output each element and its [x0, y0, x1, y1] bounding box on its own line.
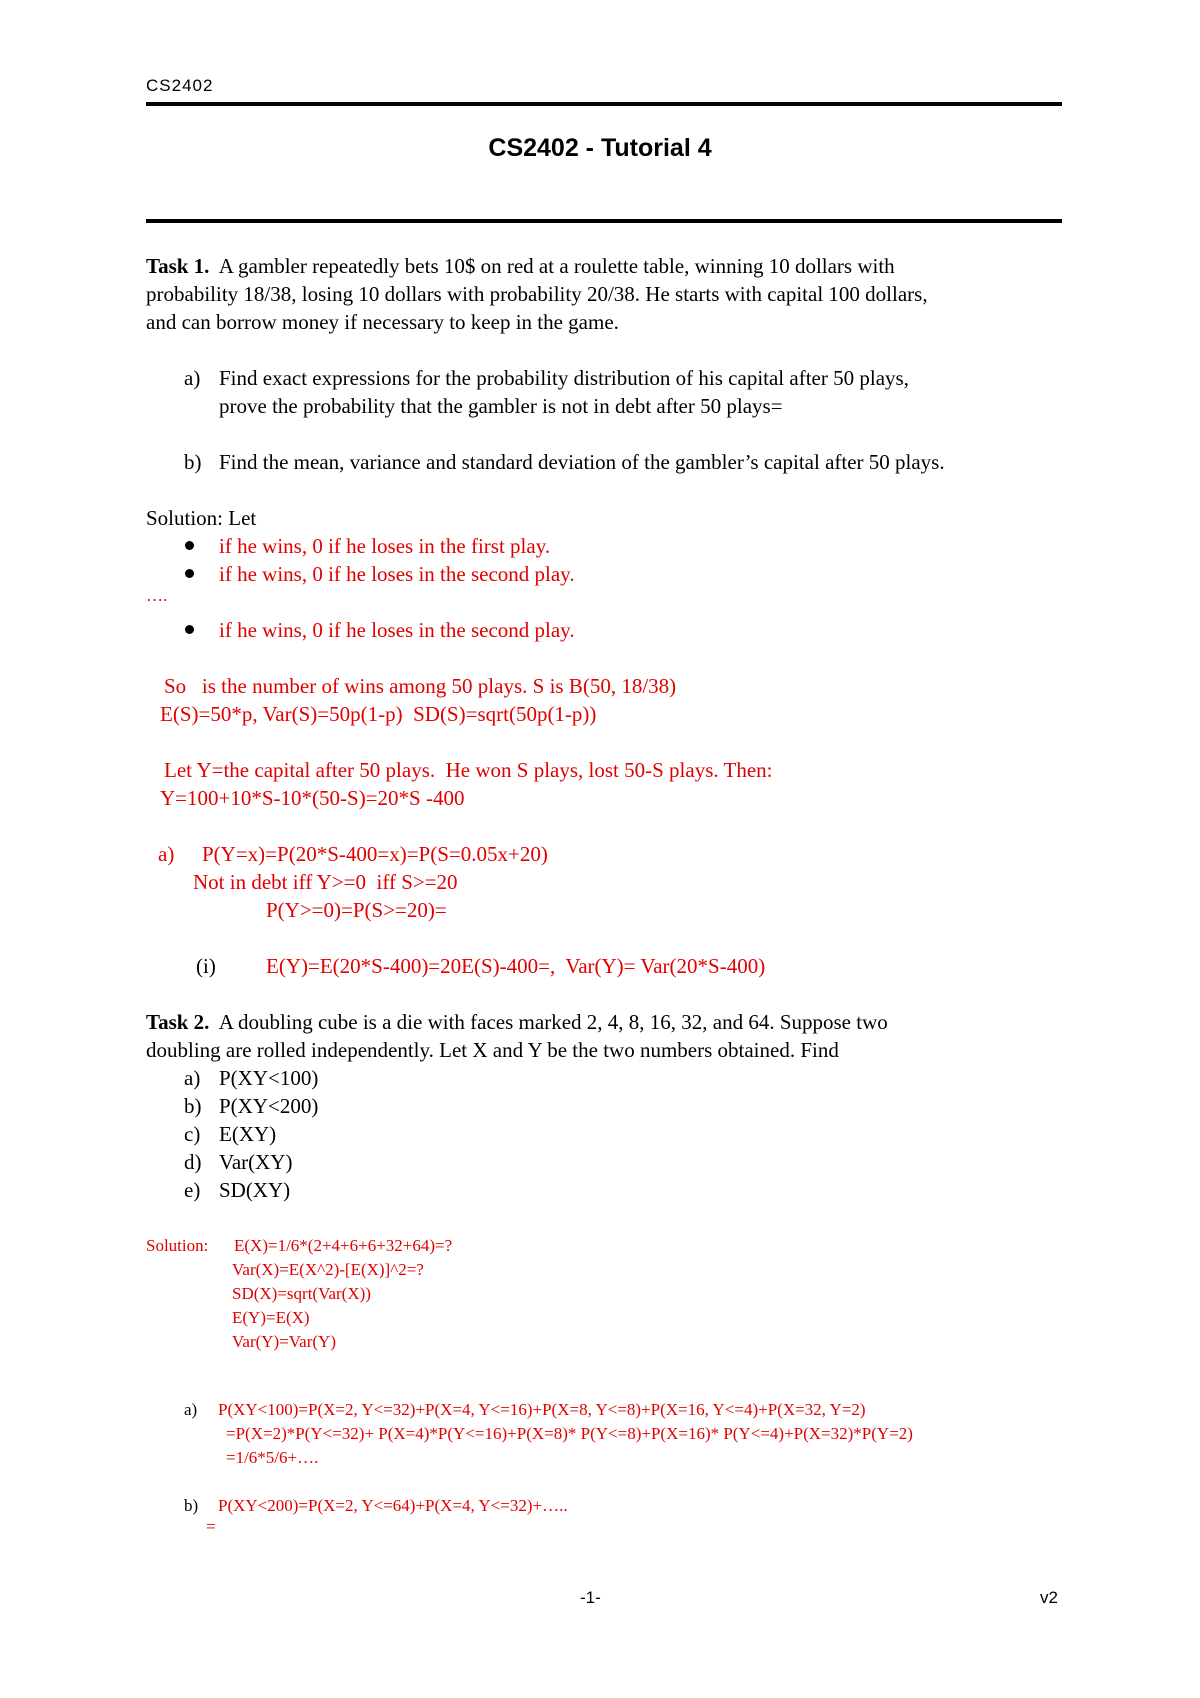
header-course-code: CS2402	[146, 76, 214, 95]
solution2-line-2: Var(X)=E(X^2)-[E(X)]^2=?	[232, 1260, 424, 1279]
solution1-s-line1: So is the number of wins among 50 plays. S is B(50, 18/38)	[164, 674, 677, 698]
task2-item-d-text: Var(XY)	[219, 1150, 293, 1174]
solution1-a-line3: P(Y>=0)=P(S>=20)=	[266, 898, 447, 922]
solution2-a-mark: a)	[184, 1400, 198, 1419]
solution1-a-mark: a)	[158, 842, 175, 866]
solution1-y-line1: Let Y=the capital after 50 plays. He won S plays, lost 50-S plays. Then:	[164, 758, 773, 782]
solution2-b-line2: =	[206, 1517, 216, 1536]
task2-item-b-mark: b)	[184, 1094, 202, 1118]
solution2-line-3: SD(X)=sqrt(Var(X))	[232, 1284, 371, 1303]
task2-item-b-text: P(XY<200)	[219, 1094, 319, 1118]
task2-item-e-mark: e)	[184, 1178, 201, 1202]
footer-page-number: -1-	[580, 1588, 601, 1607]
header-rule	[146, 102, 1062, 106]
solution1-i-line: E(Y)=E(20*S-400)=20E(S)-400=, Var(Y)= Var(20*S-400)	[266, 954, 766, 978]
solution1-a-line2: Not in debt iff Y>=0 iff S>=20	[193, 870, 458, 894]
bullet-dot	[185, 541, 194, 550]
task2-line1	[146, 1008, 888, 1036]
solution2-a-line3: =1/6*5/6+….	[226, 1448, 319, 1467]
task1-a-mark: a)	[184, 366, 201, 390]
task1-text1: A gambler repeatedly bets 10$ on red at a roulette table, winning 10 dollars with	[218, 254, 895, 278]
task2-item-a-mark: a)	[184, 1066, 201, 1090]
solution2-a-line1: P(XY<100)=P(X=2, Y<=32)+P(X=4, Y<=16)+P(X=8, Y<=8)+P(X=16, Y<=4)+P(X=32, Y=2)	[218, 1400, 866, 1419]
solution1-bullet-3: if he wins, 0 if he loses in the second play.	[219, 618, 575, 642]
solution2-line-5: Var(Y)=Var(Y)	[232, 1332, 336, 1351]
title-rule	[146, 219, 1062, 223]
solution2-b-mark: b)	[184, 1496, 199, 1515]
task2-item-c-text: E(XY)	[219, 1122, 277, 1146]
task1-b-line: Find the mean, variance and standard deviation of the gambler’s capital after 50 plays.	[219, 450, 945, 474]
task1-a-line2: prove the probability that the gambler is not in debt after 50 plays=	[219, 394, 783, 418]
solution1-ellipsis: ….	[146, 586, 168, 605]
solution2-b-line1: P(XY<200)=P(X=2, Y<=64)+P(X=4, Y<=32)+…..	[218, 1496, 568, 1515]
solution1-s-line2: E(S)=50*p, Var(S)=50p(1-p) SD(S)=sqrt(50p(1-p))	[160, 702, 597, 726]
task1-b-mark: b)	[184, 450, 202, 474]
solution1-bullet-1: if he wins, 0 if he loses in the first play.	[219, 534, 551, 558]
task1-label: Task 1.	[146, 254, 210, 278]
bullet-dot	[185, 625, 194, 634]
solution1-y-line2: Y=100+10*S-10*(50-S)=20*S -400	[160, 786, 465, 810]
task2-label: Task 2.	[146, 1010, 210, 1034]
task1-line2: probability 18/38, losing 10 dollars with probability 20/38. He starts with capital 100 dollars,	[146, 282, 928, 306]
solution2-line-4: E(Y)=E(X)	[232, 1308, 310, 1327]
solution2-label: Solution:	[146, 1236, 209, 1255]
bullet-dot	[185, 569, 194, 578]
task1-a-line1: Find exact expressions for the probability distribution of his capital after 50 plays,	[219, 366, 909, 390]
solution1-a-line1: P(Y=x)=P(20*S-400=x)=P(S=0.05x+20)	[202, 842, 548, 866]
task2-item-e-text: SD(XY)	[219, 1178, 291, 1202]
page-title: CS2402 - Tutorial 4	[488, 134, 712, 162]
task2-item-d-mark: d)	[184, 1150, 202, 1174]
footer-version: v2	[1040, 1588, 1058, 1607]
task1-line3: and can borrow money if necessary to keep in the game.	[146, 310, 619, 334]
task2-item-c-mark: c)	[184, 1122, 201, 1146]
solution2-a-line2: =P(X=2)*P(Y<=32)+ P(X=4)*P(Y<=16)+P(X=8)* P(Y<=8)+P(X=16)* P(Y<=4)+P(X=32)*P(Y=2)	[226, 1424, 913, 1443]
task1-line1	[146, 252, 895, 280]
solution1-bullet-2: if he wins, 0 if he loses in the second play.	[219, 562, 575, 586]
task2-item-a-text: P(XY<100)	[219, 1066, 319, 1090]
solution1-i-mark: (i)	[196, 954, 216, 978]
solution1-intro: Solution: Let	[146, 506, 257, 530]
solution2-line-1: E(X)=1/6*(2+4+6+6+32+64)=?	[234, 1236, 453, 1255]
task2-text1: A doubling cube is a die with faces marked 2, 4, 8, 16, 32, and 64. Suppose two	[218, 1010, 888, 1034]
task2-line2: doubling are rolled independently. Let X and Y be the two numbers obtained. Find	[146, 1038, 839, 1062]
